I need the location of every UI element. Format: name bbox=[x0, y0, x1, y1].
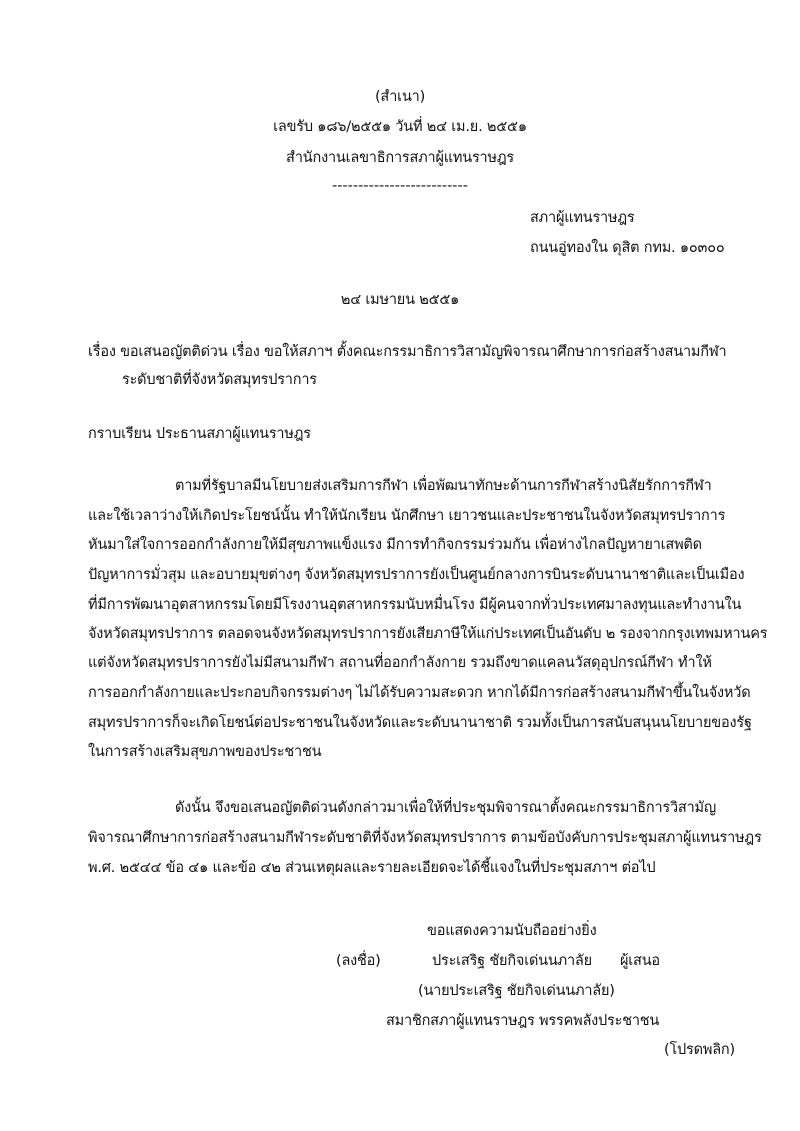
paragraph-1-line: แต่จังหวัดสมุทรปราการยังไม่มีสนามกีฬา สถานที่ออกกำลังกาย รวมถึงขาดแคลนวัสดุอุปกรณ์กีฬา ทำให้ bbox=[88, 655, 712, 671]
paragraph-1-line: สมุทรปราการก็จะเกิดโยชน์ต่อประชาชนในจังหวัดและระดับนานาชาติ รวมทั้งเป็นการสนับสนุนนโยบายของรัฐ bbox=[88, 715, 752, 731]
subject-line-1: เรื่อง ขอเสนอญัตติด่วน เรื่อง ขอให้สภาฯ ตั้งคณะกรรมาธิการวิสามัญพิจารณาศึกษาการก่อสร้างสนามกีฬา bbox=[88, 344, 727, 360]
paragraph-1-line: ที่มีการพัฒนาอุตสาหกรรมโดยมีโรงงานอุตสาหกรรมนับหมื่นโรง มีผู้คนจากทั่วประเทศมาลงทุนและทำงานใน bbox=[88, 597, 742, 613]
signer-full-name: (นายประเสริฐ ชัยกิจเด่นนภาลัย) bbox=[418, 983, 615, 999]
paragraph-1-line: จังหวัดสมุทรปราการ ตลอดจนจังหวัดสมุทรปราการยังเสียภาษีให้แก่ประเทศเป็นอันดับ ๒ รองจากกรุงเทพมหานคร bbox=[88, 626, 768, 642]
turn-over-note: (โปรดพลิก) bbox=[664, 1042, 735, 1058]
office-name: สำนักงานเลขาธิการสภาผู้แทนราษฎร bbox=[286, 150, 514, 166]
signer-role: ผู้เสนอ bbox=[620, 953, 660, 969]
address-line-2: ถนนอู่ทองใน ดุสิต กทม. ๑๐๓๐๐ bbox=[530, 240, 725, 256]
signer-name: ประเสริฐ ชัยกิจเด่นนภาลัย bbox=[432, 953, 592, 969]
paragraph-1-line: หันมาใส่ใจการออกกำลังกายให้มีสุขภาพแข็งแรง มีการทำกิจกรรมร่วมกัน เพื่อห่างไกลปัญหายาเสพติด bbox=[88, 537, 702, 553]
letter-date: ๒๔ เมษายน ๒๕๕๑ bbox=[340, 292, 460, 308]
paragraph-2-line: พิจารณาศึกษาการก่อสร้างสนามกีฬาระดับชาติที่จังหวัดสมุทรปราการ ตามข้อบังคับการประชุมสภาผู้แทนราษฎร bbox=[88, 830, 762, 846]
paragraph-1-line: ในการสร้างเสริมสุขภาพของประชาชน bbox=[88, 744, 322, 760]
subject-line-2: ระดับชาติที่จังหวัดสมุทรปราการ bbox=[122, 372, 317, 388]
paragraph-1-line: และใช้เวลาว่างให้เกิดประโยชน์นั้น ทำให้นักเรียน นักศึกษา เยาวชนและประชาชนในจังหวัดสมุทรปราการ bbox=[88, 508, 726, 524]
copy-label: (สำเนา) bbox=[374, 89, 426, 105]
paragraph-1-line: ปัญหาการมั่วสุม และอบายมุขต่างๆ จังหวัดสมุทรปราการยังเป็นศูนย์กลางการบินระดับนานาชาติและเป็นเมือง bbox=[88, 567, 745, 583]
paragraph-2-line: ดังนั้น จึงขอเสนอญัตติด่วนดังกล่าวมาเพื่อให้ที่ประชุมพิจารณาตั้งคณะกรรมาธิการวิสามัญ bbox=[175, 800, 717, 816]
header-separator: -------------------------- bbox=[331, 178, 469, 194]
paragraph-1-line: ตามที่รัฐบาลมีนโยบายส่งเสริมการกีฬา เพื่อพัฒนาทักษะด้านการกีฬาสร้างนิสัยรักการกีฬา bbox=[175, 478, 712, 494]
signer-position: สมาชิกสภาผู้แทนราษฎร พรรคพลังประชาชน bbox=[386, 1013, 660, 1029]
address-line-1: สภาผู้แทนราษฎร bbox=[530, 210, 635, 226]
closing-regards: ขอแสดงความนับถืออย่างยิ่ง bbox=[427, 923, 597, 939]
paragraph-2-line: พ.ศ. ๒๕๔๔ ข้อ ๔๑ และข้อ ๔๒ ส่วนเหตุผลและรายละเอียดจะได้ชี้แจงในที่ประชุมสภาฯ ต่อไป bbox=[88, 860, 656, 876]
sign-label: (ลงชื่อ) bbox=[336, 953, 381, 969]
paragraph-1-line: การออกกำลังกายและประกอบกิจกรรมต่างๆ ไม่ได้รับความสะดวก หากได้มีการก่อสร้างสนามกีฬาขึ้นในจังหวัด bbox=[88, 685, 751, 701]
salutation: กราบเรียน ประธานสภาผู้แทนราษฎร bbox=[88, 426, 311, 442]
receipt-number: เลขรับ ๑๘๖/๒๕๕๑ วันที่ ๒๔ เม.ย. ๒๕๕๑ bbox=[273, 119, 527, 135]
